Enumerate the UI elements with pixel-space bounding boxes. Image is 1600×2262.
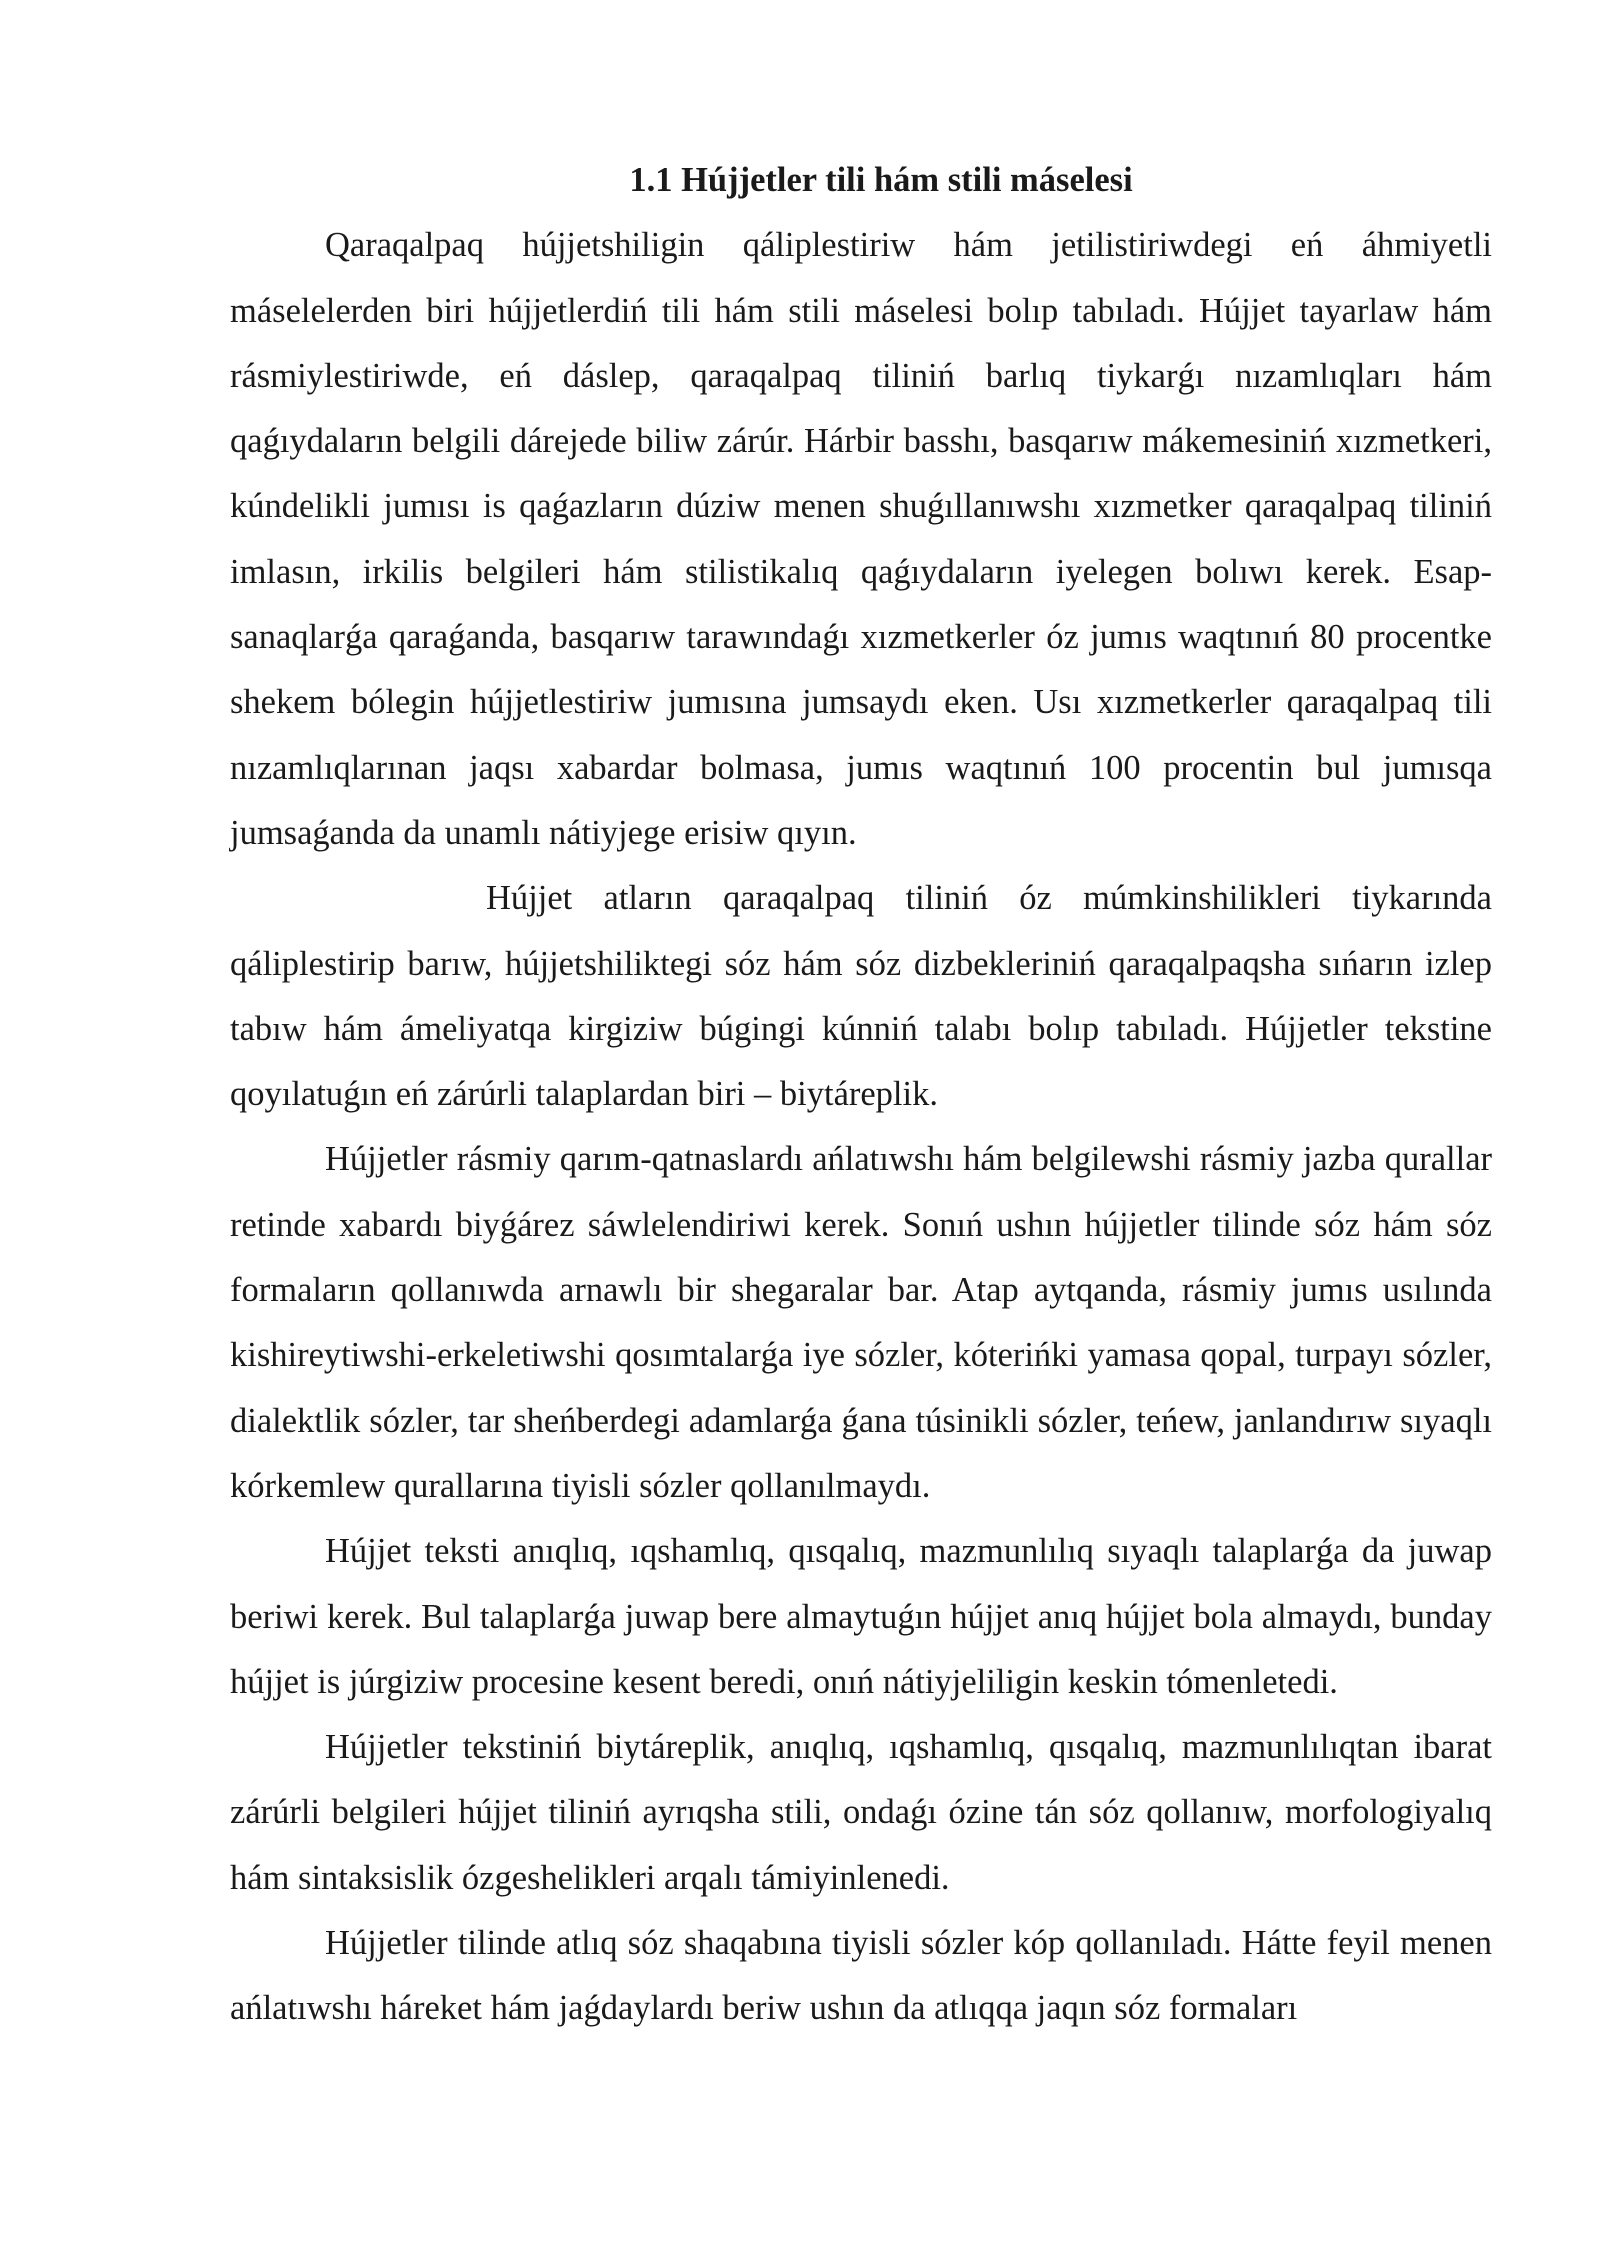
paragraph: Hújjetler rásmiy qarım-qatnaslardı ańlatıwshı hám belgilewshi rásmiy jazba qurallar retinde xabardı biyǵárez sáwlelendiriwi kerek. Sonıń ushın hújjetler tilinde sóz hám sóz formaların qollanıwda arnawlı bir shegaralar bar. Atap aytqanda, rásmiy jumıs usılında kishireytiwshi-erkeletiwshi qosımtalarǵa iye sózler, kóterińki yamasa qopal, turpayı sózler, dialektlik sózler, tar sheńberdegi adamlarǵa ǵana túsinikli sózler, teńew, janlandırıw sıyaqlı kórkemlew qurallarına tiyisli sózler qollanılmaydı. <box>230 1140 1492 1505</box>
paragraph: Hújjet teksti anıqlıq, ıqshamlıq, qısqalıq, mazmunlılıq sıyaqlı talaplarǵa da juwap beriwi kerek. Bul talaplarǵa juwap bere almaytuǵın hújjet anıq hújjet bola almaydı, bunday hújjet is júrgiziw procesine kesent beredi, onıń nátiyjeliligin keskin tómenletedi. <box>230 1532 1492 1701</box>
paragraph: Qaraqalpaq hújjetshiligin qáliplestiriw hám jetilistiriwdegi eń áhmiyetli máselelerden biri hújjetlerdiń tili hám stili máselesi bolıp tabıladı. Hújjet tayarlaw hám rásmiylestiriwde, eń dáslep, qaraqalpaq tiliniń barlıq tiykarǵı nızamlıqları hám qaǵıydaların belgili dárejede biliw zárúr. Hárbir basshı, basqarıw mákemesiniń xızmetkeri, kúndelikli jumısı is qaǵazların dúziw menen shuǵıllanıwshı xızmetker qaraqalpaq tiliniń imlasın, irkilis belgileri hám stilistikalıq qaǵıydaların iyelegen bolıwı kerek. Esap-sanaqlarǵa qaraǵanda, basqarıw tarawındaǵı xızmetkerler óz jumıs waqtınıń 80 procentke shekem bólegin hújjetlestiriw jumısına jumsaydı eken. Usı xızmetkerler qaraqalpaq tili nızamlıqlarınan jaqsı xabardar bolmasa, jumıs waqtınıń 100 procentin bul jumısqa jumsaǵanda da unamlı nátiyjege erisiw qıyın. <box>230 226 1492 852</box>
paragraph: Hújjet atların qaraqalpaq tiliniń óz múmkinshilikleri tiykarında qáliplestirip barıw, hújjetshiliktegi sóz hám sóz dizbekleriniń qaraqalpaqsha sıńarın izlep tabıw hám ámeliyatqa kirgiziw búgingi kúnniń talabı bolıp tabıladı. Hújjetler tekstine qoyılatuǵın eń zárúrli talaplardan biri – biytáreplik. <box>230 879 1492 1114</box>
section-heading: 1.1 Hújjetler tili hám stili máselesi <box>629 161 1133 199</box>
paragraph: Hújjetler tilinde atlıq sóz shaqabına tiyisli sózler kóp qollanıladı. Hátte feyil menen ańlatıwshı háreket hám jaǵdaylardı beriw ushın da atlıqqa jaqın sóz formaları <box>230 1924 1492 2028</box>
paragraph: Hújjetler tekstiniń biytáreplik, anıqlıq, ıqshamlıq, qısqalıq, mazmunlılıqtan ibarat zárúrli belgileri hújjet tiliniń ayrıqsha stili, ondaǵı ózine tán sóz qollanıw, morfologiyalıq hám sintaksislik ózgeshelikleri arqalı támiyinlenedi. <box>230 1728 1492 1897</box>
document-body <box>230 148 1492 2042</box>
